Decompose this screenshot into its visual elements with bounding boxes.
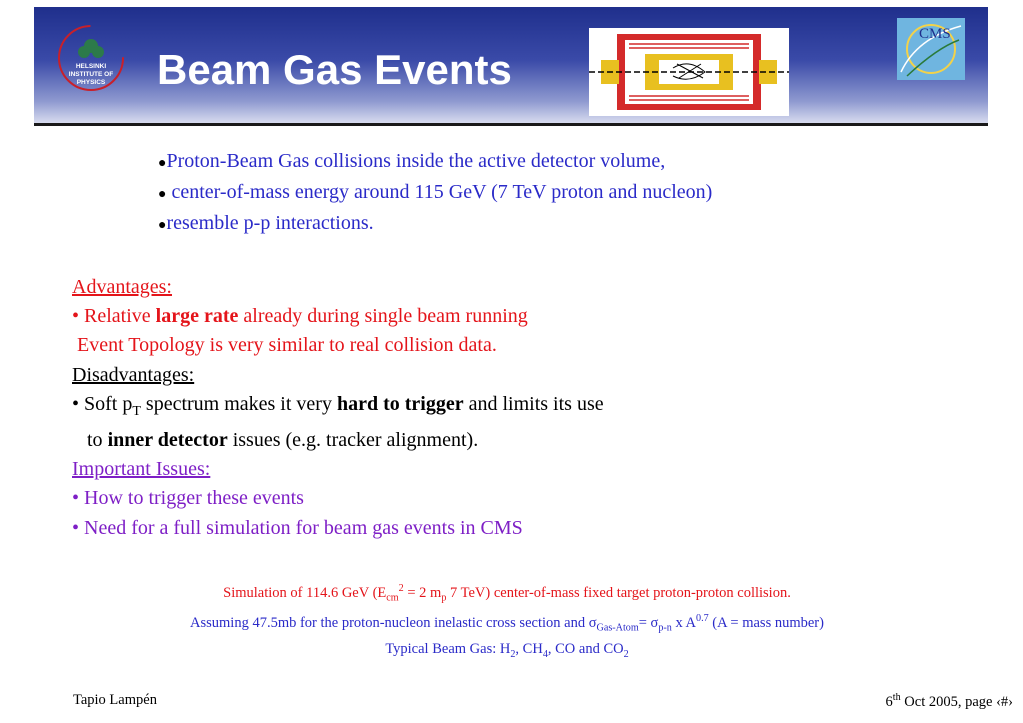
disadvantages-line: to inner detector issues (e.g. tracker alignment). <box>72 429 479 452</box>
logo-text-line: HELSINKI <box>75 63 107 70</box>
header-divider <box>34 123 988 126</box>
logo-text-line: INSTITUTE OF <box>68 71 114 78</box>
cms-logo <box>897 18 965 80</box>
note-line: Typical Beam Gas: $H_2$, $CH_4$, CO and $CO_2$ <box>385 641 629 661</box>
advantages-heading: Advantages: <box>72 276 172 298</box>
bullet-dot-icon: ● <box>158 187 167 202</box>
note-line: Simulation of 114.6 GeV ($E_{cm}^2 = 2$ $m_p$ 7 TeV) center-of-mass fixed target proton-proton collision. <box>223 583 791 604</box>
cms-logo-text: CMS <box>919 26 951 42</box>
page-title: Beam Gas Events <box>157 46 512 93</box>
issues-heading: Important Issues: <box>72 458 211 481</box>
list-item: ●Proton-Beam Gas collisions inside the active detector volume, <box>158 150 666 172</box>
list-item: ●resemble p-p interactions. <box>158 212 374 234</box>
helsinki-institute-logo <box>56 20 126 102</box>
logo-text-line: PHYSICS <box>76 79 106 86</box>
note-line: Assuming 47.5mb for the proton-nucleon inelastic cross section and $\sigma_{Gas-Atom}= \sigma_{p-n}$ x $A^{0.7}$ (A = mass number) <box>190 613 824 634</box>
bullet-dot-icon: ● <box>158 156 167 171</box>
footer-author: Tapio Lampén <box>73 692 157 708</box>
disadvantages-heading: Disadvantages: <box>72 363 195 386</box>
simulation-notes <box>0 579 1014 666</box>
issues-item: • Need for a full simulation for beam gas events in CMS <box>72 516 523 539</box>
cms-detector-image <box>589 28 789 116</box>
intro-bullet-list <box>158 147 712 240</box>
bullet-dot-icon: ● <box>158 218 167 233</box>
issues-item: • How to trigger these events <box>72 487 304 510</box>
advantages-line: Event Topology is very similar to real collision data. <box>72 334 497 357</box>
list-item: ● center-of-mass energy around 115 GeV (7 TeV proton and nucleon) <box>158 181 713 203</box>
disadvantages-line: • Soft $p_T$ spectrum makes it very hard to trigger and limits its use <box>72 392 604 419</box>
advantages-line: • Relative large rate already during single beam running <box>72 305 528 328</box>
main-content <box>72 273 604 543</box>
footer-date-page: 6th Oct 2005, page ‹#› <box>885 692 1013 710</box>
